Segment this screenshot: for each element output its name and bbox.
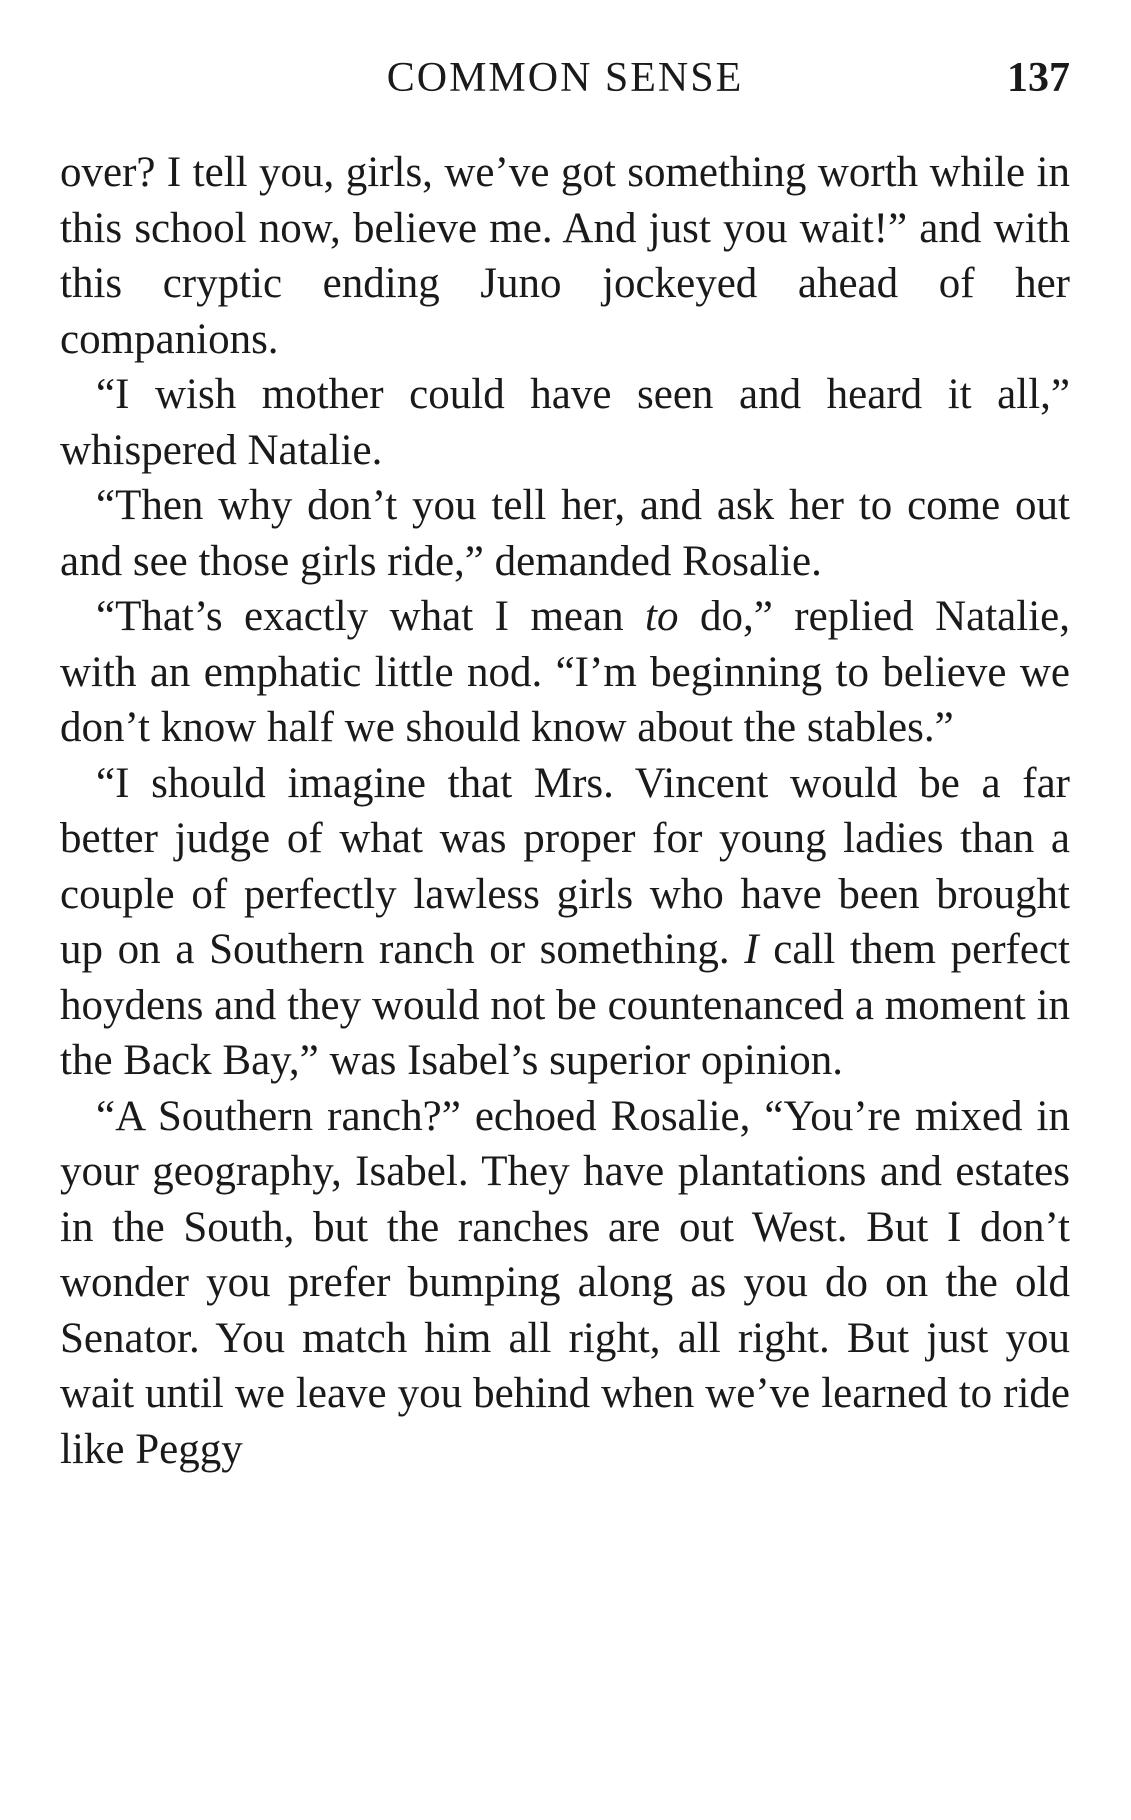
paragraph: [60, 145, 1070, 367]
running-title: COMMON SENSE: [386, 55, 744, 101]
paragraph: [60, 478, 1070, 589]
paragraph: [60, 589, 1070, 756]
paragraph-text: “A Southern ranch?” echoed Rosalie, “You’re mixed in your geography, Isabel. They have plantations and estates in the South, but the ranches are out West. But I don’t wonder you prefer bumping along as you do on the old Senator. You match him all right, all right. But just you wait until we leave you behind when we’ve learned to ride like Peggy: [60, 1092, 1070, 1473]
running-head: [60, 48, 1070, 108]
paragraph-text: “Then why don’t you tell her, and ask her to come out and see those girls ride,” demanded Rosalie.: [60, 482, 1070, 585]
body-text: [60, 145, 1070, 1477]
paragraph-text: call them perfect hoydens and they would not be countenanced a moment in the Back Bay,” was Isabel’s superior opinion.: [60, 926, 1070, 1084]
italic-emphasis: I: [744, 926, 759, 973]
paragraph-text: “That’s exactly what I mean: [96, 593, 646, 640]
paragraph: [60, 367, 1070, 478]
paragraph: [60, 756, 1070, 1089]
page-number: 137: [1007, 55, 1070, 101]
paragraph-text: over? I tell you, girls, we’ve got something worth while in this school now, believe me. And just you wait!” and with this cryptic ending Juno jockeyed ahead of her companions.: [60, 149, 1070, 363]
paragraph-text: do,” replied Natalie, with an emphatic little nod. “I’m beginning to believe we don’t know half we should know about the stables.”: [60, 593, 1070, 751]
italic-emphasis: to: [645, 593, 679, 640]
paragraph-text: “I should imagine that Mrs. Vincent would be a far better judge of what was proper for young ladies than a couple of perfectly lawless girls who have been brought up on a Southern ranch or something.: [60, 759, 1070, 973]
paragraph-text: “I wish mother could have seen and heard it all,” whispered Natalie.: [60, 371, 1070, 474]
paragraph: [60, 1089, 1070, 1478]
